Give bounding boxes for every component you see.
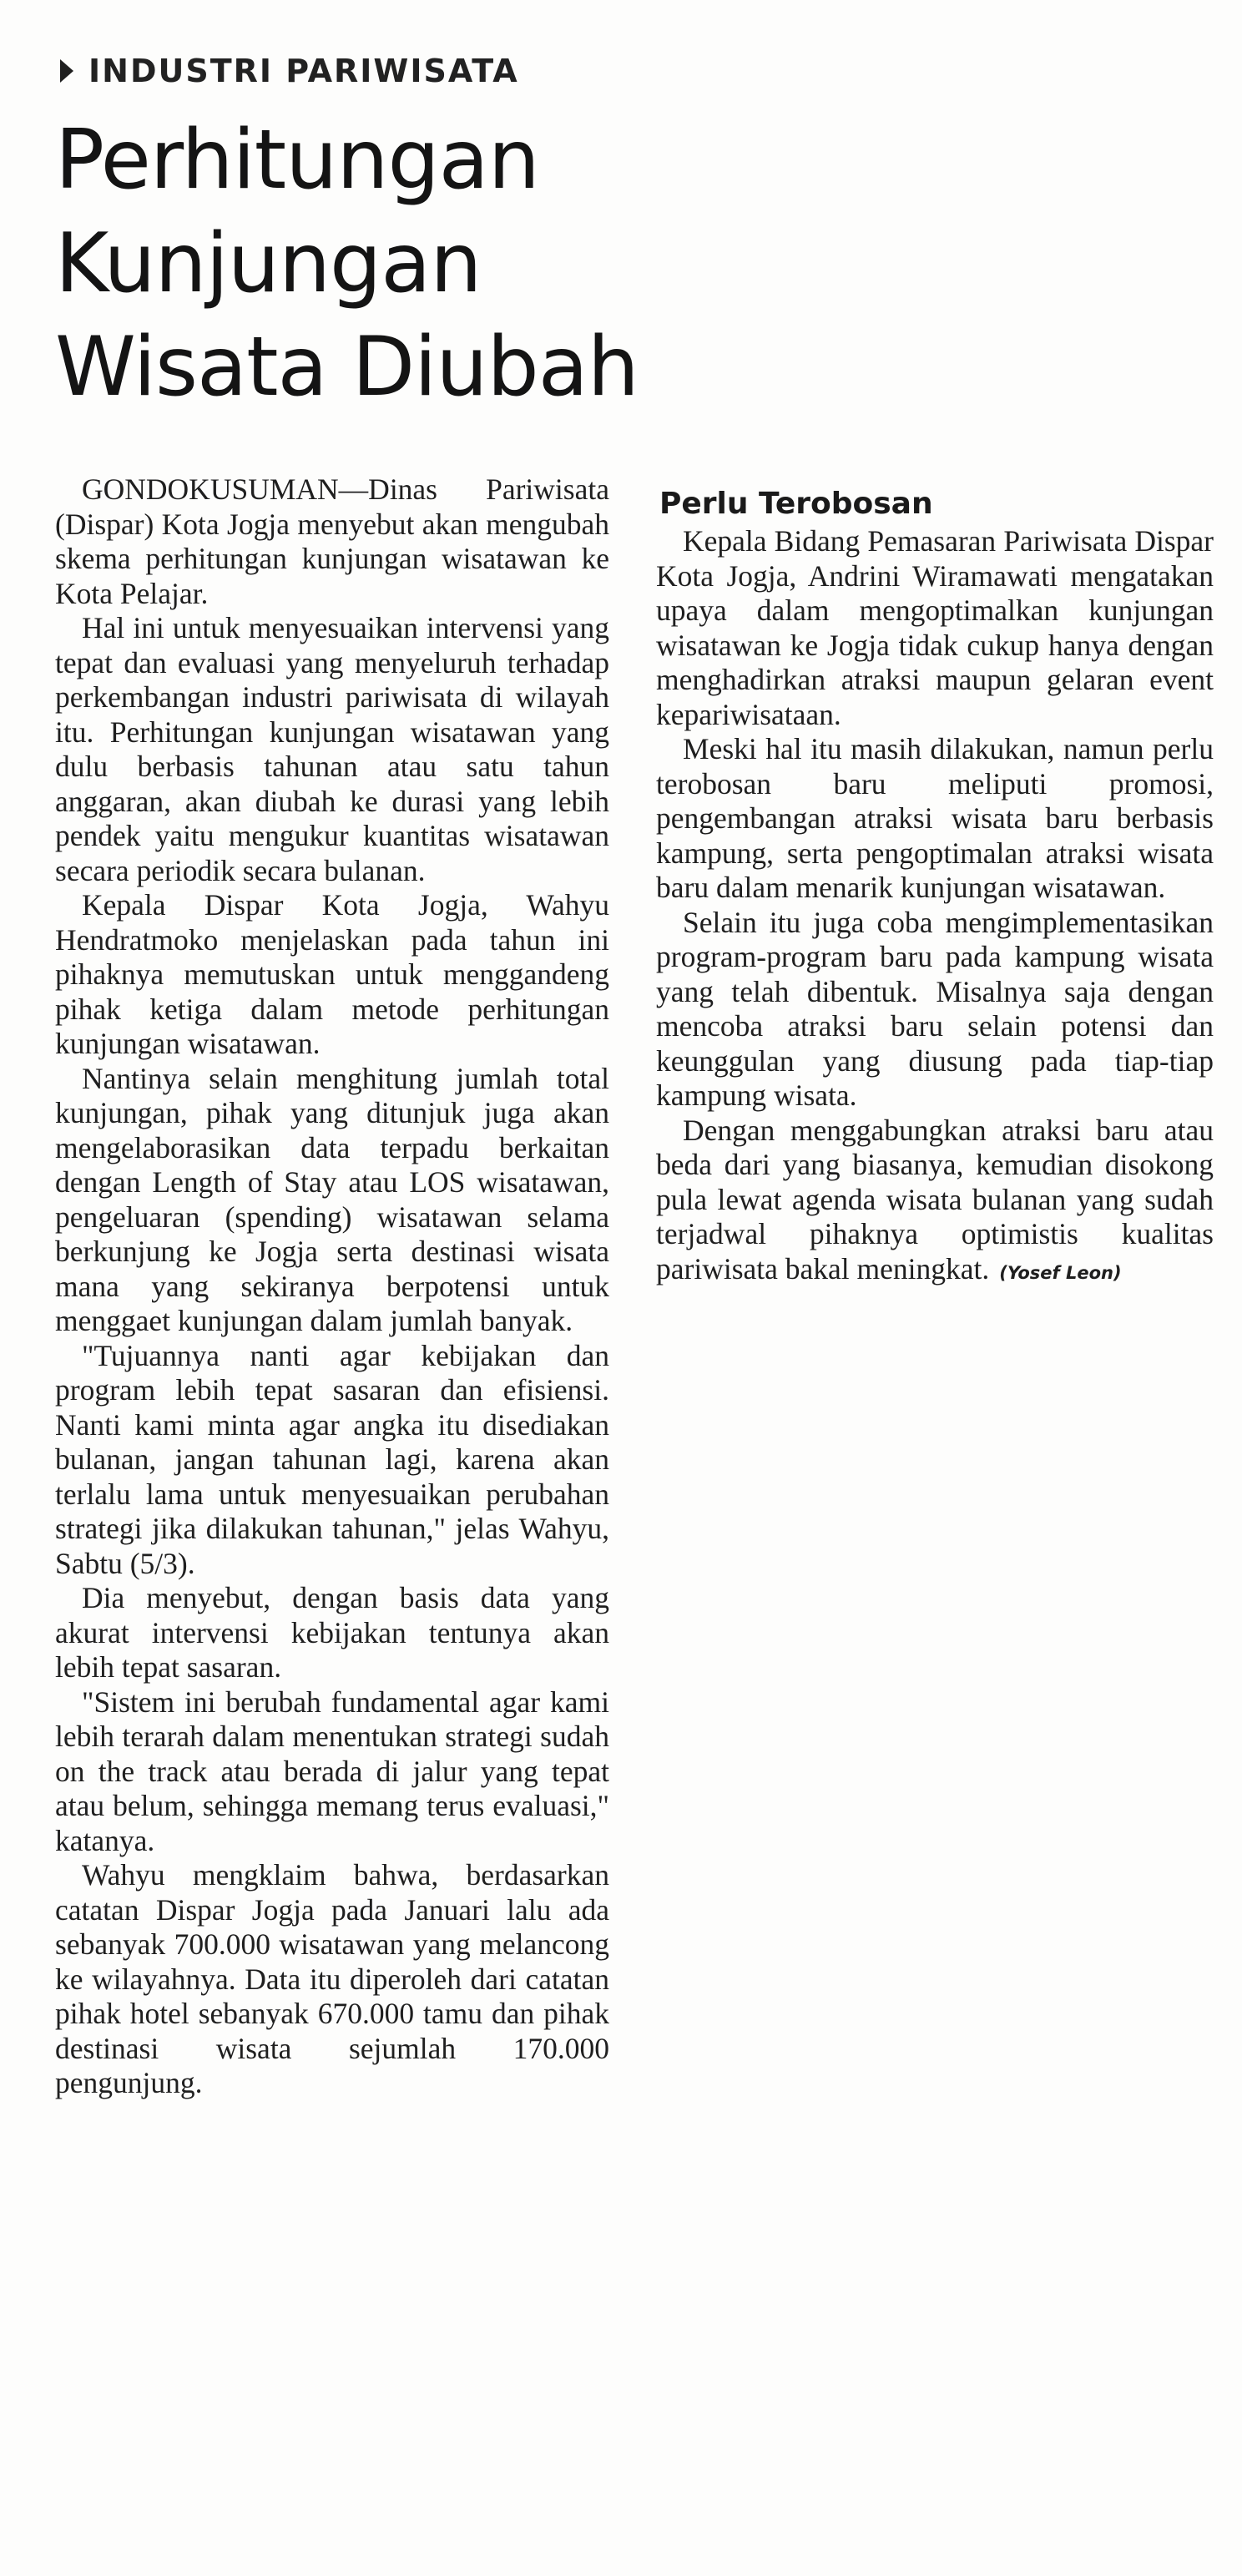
- paragraph: GONDOKUSUMAN—Dinas Pariwisata (Dispar) Kota Jogja menyebut akan mengubah skema perhitungan kunjungan wisatawan ke Kota Pelajar.: [55, 472, 609, 610]
- article-headline: [55, 109, 639, 419]
- paragraph: Kepala Dispar Kota Jogja, Wahyu Hendratmoko menjelaskan pada tahun ini pihaknya memutuskan untuk menggandeng pihak ketiga dalam metode perhitungan kunjungan wisatawan.: [55, 888, 609, 1060]
- section-rubric: [60, 48, 519, 93]
- article-column-left: [55, 472, 609, 2101]
- headline-line-2: Kunjungan: [55, 216, 482, 311]
- rubric-arrow-icon: [60, 59, 73, 83]
- paragraph: Dia menyebut, dengan basis data yang akurat intervensi kebijakan tentunya akan lebih tepat sasaran.: [55, 1581, 609, 1684]
- paragraph: Wahyu mengklaim bahwa, berdasarkan catatan Dispar Jogja pada Januari lalu ada sebanyak 700.000 wisatawan yang melancong ke wilayahnya. Data itu diperoleh dari catatan pihak hotel sebanyak 670.000 tamu dan pihak destinasi wisata sejumlah 170.000 pengunjung.: [55, 1858, 609, 2099]
- paragraph: "Tujuannya nanti agar kebijakan dan program lebih tepat sasaran dan efisiensi. Nanti kami minta agar angka itu disediakan bulanan, jangan tahunan lagi, karena akan terlalu lama untuk menyesuaikan perubahan strategi jika dilakukan tahunan," jelas Wahyu, Sabtu (5/3).: [55, 1338, 609, 1580]
- rubric-label: INDUSTRI PARIWISATA: [88, 53, 519, 89]
- paragraph: Nantinya selain menghitung jumlah total kunjungan, pihak yang ditunjuk juga akan mengelaborasikan data terpadu berkaitan dengan Length of Stay atau LOS wisatawan, pengeluaran (spending) wisatawan selama berkunjung ke Jogja serta destinasi wisata mana yang sekiranya berpotensi untuk menggaet kunjungan dalam jumlah banyak.: [55, 1061, 609, 1337]
- paragraph-final: [656, 1114, 1214, 1291]
- paragraph: Meski hal itu masih dilakukan, namun perlu terobosan baru meliputi promosi, pengembangan atraksi wisata baru berbasis kampung, serta pengoptimalan atraksi wisata baru dalam menarik kunjungan wisatawan.: [656, 732, 1214, 904]
- paragraph: Selain itu juga coba mengimplementasikan program-program baru pada kampung wisata yang telah dibentuk. Misalnya saja dengan mencoba atraksi baru selain potensi dan keunggulan yang diusung pada tiap-tiap kampung wisata.: [656, 905, 1214, 1112]
- article-column-right: [656, 486, 1214, 1291]
- headline-line-3: Wisata Diubah: [55, 320, 639, 415]
- paragraph: Hal ini untuk menyesuaikan intervensi yang tepat dan evaluasi yang menyeluruh terhadap perkembangan industri pariwisata di wilayah itu. Perhitungan kunjungan wisatawan yang dulu berbasis tahunan atau satu tahun anggaran, akan diubah ke durasi yang lebih pendek yaitu mengukur kuantitas wisatawan secara periodik secara bulanan.: [55, 611, 609, 887]
- headline-line-1: Perhitungan: [55, 113, 539, 208]
- author-credit: (Yosef Leon): [999, 1262, 1122, 1283]
- paragraph: Kepala Bidang Pemasaran Pariwisata Dispar Kota Jogja, Andrini Wiramawati mengatakan upaya dalam mengoptimalkan kunjungan wisatawan ke Jogja tidak cukup hanya dengan menghadirkan atraksi maupun gelaran event kepariwisataan.: [656, 524, 1214, 731]
- subheading: Perlu Terobosan: [659, 487, 933, 521]
- paragraph: "Sistem ini berubah fundamental agar kami lebih terarah dalam menentukan strategi sudah on the track atau berada di jalur yang tepat atau belum, sehingga memang terus evaluasi," katanya.: [55, 1685, 609, 1857]
- paragraph-text: Dengan menggabungkan atraksi baru atau beda dari yang biasanya, kemudian disokong pula lewat agenda wisata bulanan yang sudah terjadwal pihaknya optimistis kualitas pariwisata bakal meningkat.: [656, 1113, 1214, 1285]
